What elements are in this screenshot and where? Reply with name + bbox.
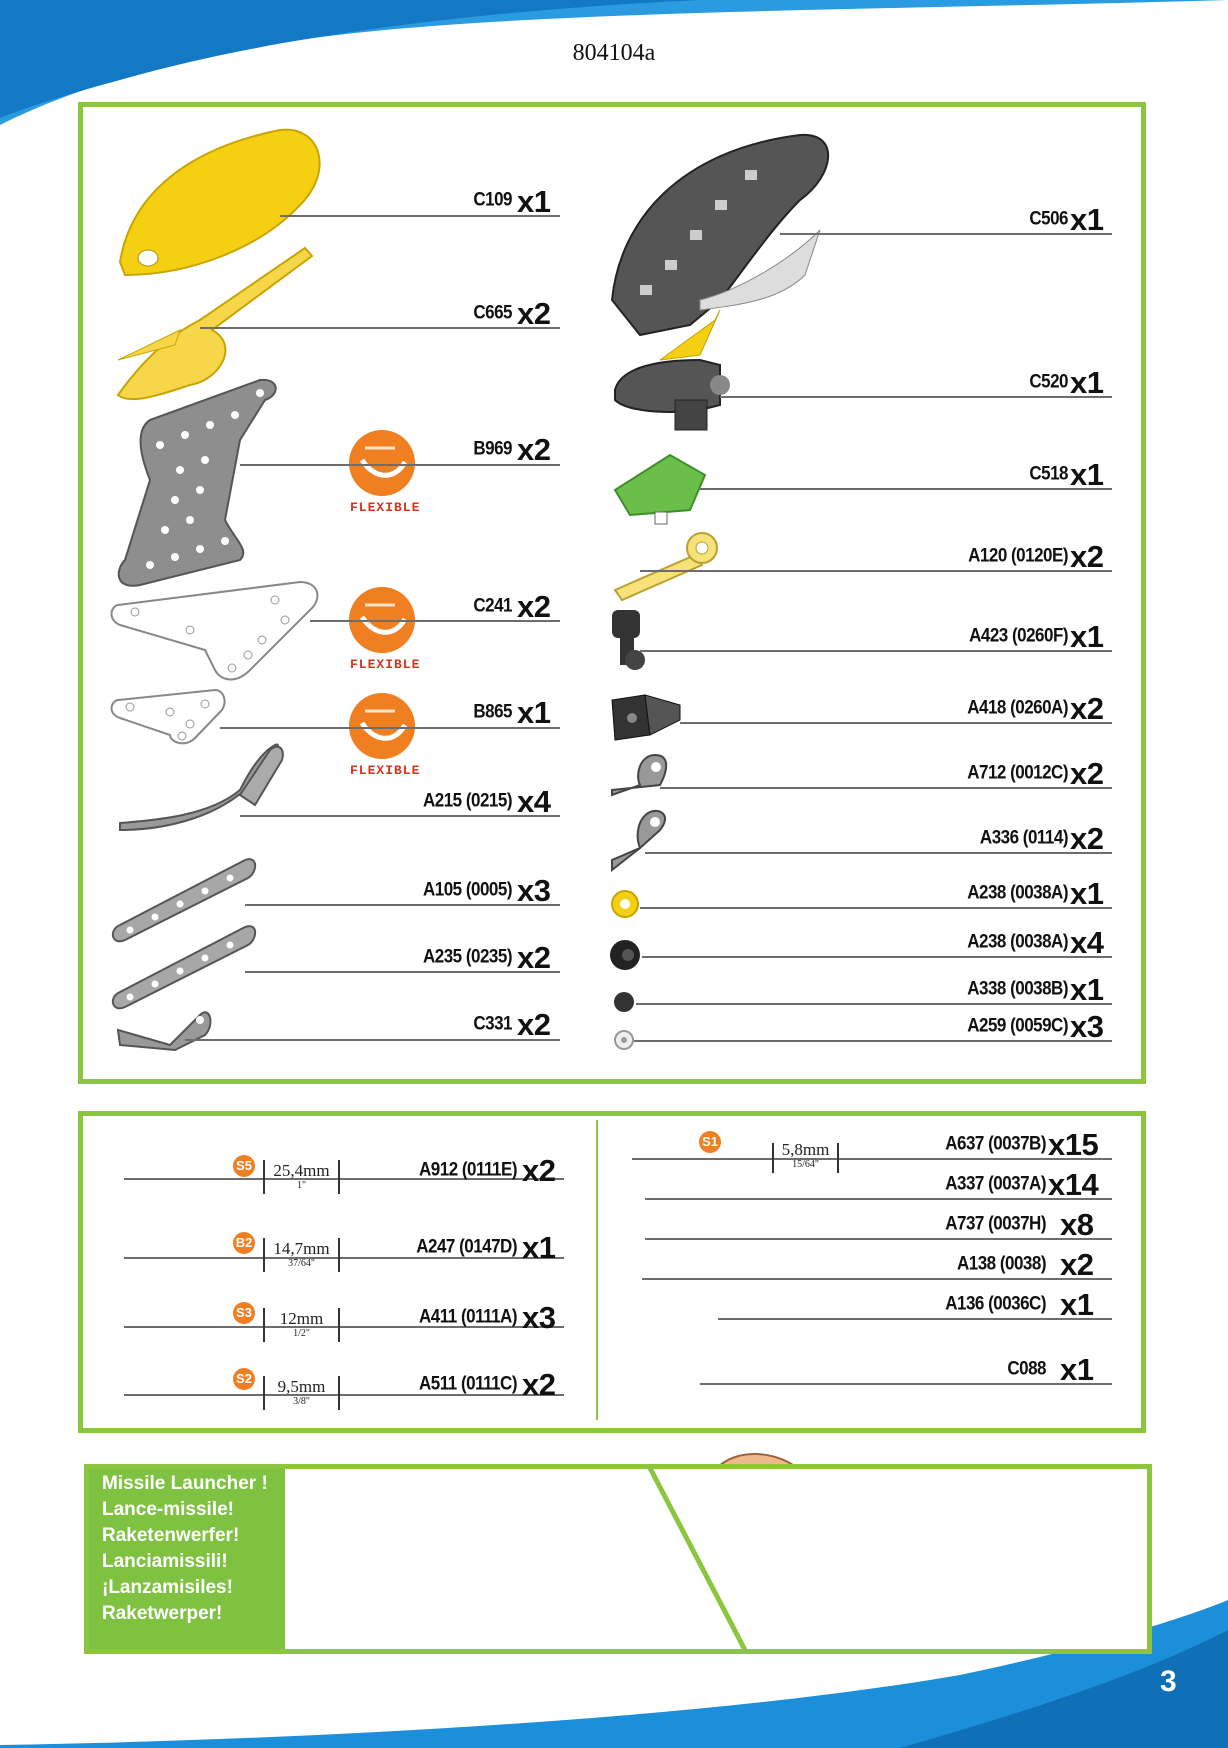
part-qty: x2 <box>517 432 551 467</box>
screw-length-inch: 15/64" <box>792 1159 819 1170</box>
part-qty: x2 <box>1070 756 1104 791</box>
part-code: A411 (0111A) <box>419 1305 517 1327</box>
part-qty: x4 <box>1070 925 1104 960</box>
part-qty: x2 <box>1070 539 1104 574</box>
size-badge: S3 <box>233 1302 255 1324</box>
missile-title-es: ¡Lanzamisiles! <box>102 1577 233 1598</box>
part-qty: x4 <box>517 784 551 819</box>
part-qty: x1 <box>522 1230 556 1265</box>
part-qty: x1 <box>1060 1287 1094 1322</box>
part-code: A511 (0111C) <box>419 1372 517 1394</box>
part-code: A737 (0037H) <box>945 1212 1046 1234</box>
part-code: A215 (0215) <box>422 789 512 811</box>
missile-title-en: Missile Launcher ! <box>102 1473 268 1494</box>
part-code: A338 (0038B) <box>967 977 1068 999</box>
part-qty: x1 <box>1070 876 1104 911</box>
part-code: C506 <box>1029 207 1068 229</box>
part-qty: x8 <box>1060 1207 1094 1242</box>
part-qty: x15 <box>1048 1127 1099 1162</box>
screw-length: 25,4mm <box>273 1161 330 1180</box>
screw-length-inch: 37/64" <box>288 1258 315 1269</box>
screw-length: 9,5mm <box>277 1377 326 1396</box>
size-badge: S5 <box>233 1155 255 1177</box>
part-qty: x2 <box>1060 1247 1094 1282</box>
part-code: C331 <box>473 1012 512 1034</box>
part-code: C088 <box>1007 1357 1046 1379</box>
part-code: C518 <box>1029 462 1068 484</box>
part-code: B865 <box>473 700 512 722</box>
screw-length: 12mm <box>279 1309 324 1328</box>
part-code: A238 (0038A) <box>967 930 1068 952</box>
part-qty: x2 <box>522 1367 556 1402</box>
missile-title-fr: Lance-missile! <box>102 1499 234 1520</box>
flexible-label: FLEXIBLE <box>350 763 421 778</box>
part-qty: x1 <box>1070 619 1104 654</box>
part-qty: x2 <box>1070 821 1104 856</box>
part-qty: x2 <box>517 296 551 331</box>
size-badge: B2 <box>233 1232 255 1254</box>
part-code: A259 (0059C) <box>967 1014 1068 1036</box>
part-qty: x2 <box>517 589 551 624</box>
screw-length-inch: 1/2" <box>293 1328 310 1339</box>
part-code: A337 (0037A) <box>945 1172 1046 1194</box>
part-qty: x2 <box>522 1153 556 1188</box>
part-qty: x14 <box>1048 1167 1099 1202</box>
part-code: C109 <box>473 188 512 210</box>
part-code: A637 (0037B) <box>945 1132 1046 1154</box>
part-qty: x2 <box>517 940 551 975</box>
size-badge: S1 <box>699 1131 721 1153</box>
screw-length: 14,7mm <box>273 1239 330 1258</box>
part-code: A247 (0147D) <box>416 1235 517 1257</box>
part-qty: x1 <box>517 184 551 219</box>
part-code: A136 (0036C) <box>945 1292 1046 1314</box>
part-qty: x1 <box>1070 365 1104 400</box>
part-code: A105 (0005) <box>422 878 512 900</box>
part-code: A712 (0012C) <box>967 761 1068 783</box>
part-code: A138 (0038) <box>956 1252 1046 1274</box>
part-code: A912 (0111E) <box>419 1158 517 1180</box>
part-code: B969 <box>473 437 512 459</box>
part-qty: x2 <box>1070 691 1104 726</box>
part-code: A336 (0114) <box>979 826 1068 848</box>
part-qty: x1 <box>1060 1352 1094 1387</box>
part-qty: x1 <box>1070 202 1104 237</box>
page-number: 3 <box>1160 1665 1177 1698</box>
missile-title-nl: Raketwerper! <box>102 1603 223 1624</box>
part-qty: x1 <box>1070 457 1104 492</box>
part-code: A235 (0235) <box>422 945 512 967</box>
part-qty: x2 <box>517 1007 551 1042</box>
screw-length: 5,8mm <box>781 1140 830 1159</box>
screw-length-inch: 1" <box>296 1180 307 1191</box>
part-code: C520 <box>1029 370 1068 392</box>
flexible-label: FLEXIBLE <box>350 657 421 672</box>
part-qty: x1 <box>1070 972 1104 1007</box>
part-qty: x3 <box>522 1300 556 1335</box>
missile-title-it: Lanciamissili! <box>102 1551 228 1572</box>
screw-length-inch: 3/8" <box>293 1396 310 1407</box>
size-badge: S2 <box>233 1368 255 1390</box>
part-code: C241 <box>473 594 512 616</box>
missile-title-de: Raketenwerfer! <box>102 1525 240 1546</box>
part-code: A423 (0260F) <box>969 624 1068 646</box>
document-code: 804104a <box>572 40 656 66</box>
part-qty: x3 <box>1070 1009 1104 1044</box>
part-code: A418 (0260A) <box>967 696 1068 718</box>
part-qty: x3 <box>517 873 551 908</box>
flexible-label: FLEXIBLE <box>350 500 421 515</box>
part-code: A120 (0120E) <box>968 544 1068 566</box>
part-code: A238 (0038A) <box>967 881 1068 903</box>
part-code: C665 <box>473 301 512 323</box>
part-qty: x1 <box>517 695 551 730</box>
